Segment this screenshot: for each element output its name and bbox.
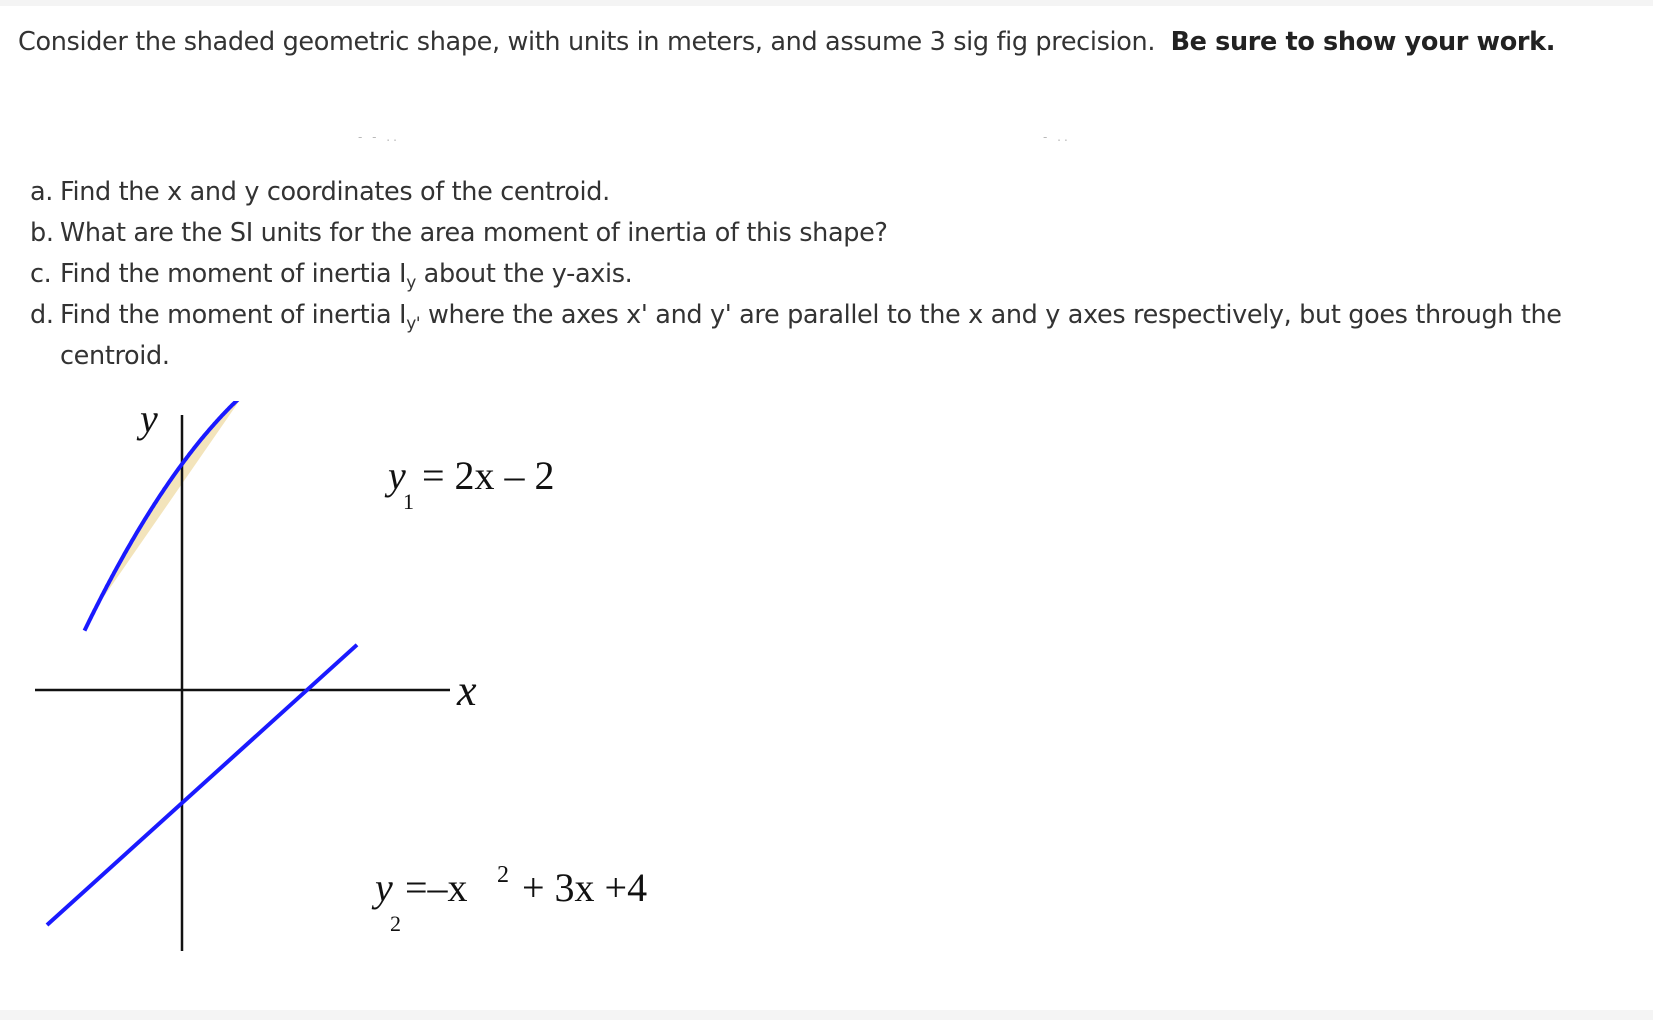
divider-mark: - - .. [358, 130, 400, 144]
question-c [30, 254, 1630, 295]
problem-intro [18, 22, 1578, 63]
equation-exponent: 2 [497, 862, 509, 888]
question-text: What are the SI units for the area moment of inertia of this shape? [60, 218, 888, 248]
intro-emphasis: Be sure to show your work. [1170, 27, 1556, 57]
question-marker: d. [30, 300, 54, 330]
question-text-end: about the y-axis. [415, 259, 633, 289]
parabola-equation-label [371, 862, 647, 936]
question-marker: c. [30, 259, 52, 289]
y-axis-label: y [140, 401, 158, 441]
question-text-start: Find the moment of inertia I [60, 259, 407, 289]
equation-rhs-start: =–x [405, 865, 468, 910]
question-a [30, 172, 1630, 213]
question-text-start: Find the moment of inertia I [60, 300, 407, 330]
moment-subscript: y [406, 273, 416, 293]
question-marker: b. [30, 218, 54, 248]
question-d [30, 295, 1630, 377]
x-axis-label: x [457, 666, 477, 715]
equation-variable: y [388, 453, 406, 498]
equation-subscript: 1 [403, 489, 414, 514]
intro-text: Consider the shaded geometric shape, with units in meters, and assume 3 sig fig precision. [18, 27, 1156, 57]
equation-rhs-end: + 3x +4 [522, 865, 648, 910]
shaded-region-figure [0, 401, 720, 981]
line-equation-label [384, 453, 555, 514]
question-card [0, 6, 1653, 1010]
equation-subscript: 2 [390, 911, 401, 936]
question-list [30, 172, 1630, 377]
question-marker: a. [30, 177, 54, 207]
line-curve [47, 645, 357, 925]
divider-mark: - .. [1043, 130, 1071, 144]
question-text-end: where the axes x' and y' are parallel to the x and y axes respectively, but goes through the centroid. [60, 300, 1562, 371]
equation-rhs: = 2x – 2 [422, 453, 555, 498]
moment-subscript: y' [406, 314, 421, 334]
shaded-region [95, 401, 245, 610]
question-b [30, 213, 1630, 254]
question-text: Find the x and y coordinates of the centroid. [60, 177, 610, 207]
equation-variable: y [375, 865, 393, 910]
